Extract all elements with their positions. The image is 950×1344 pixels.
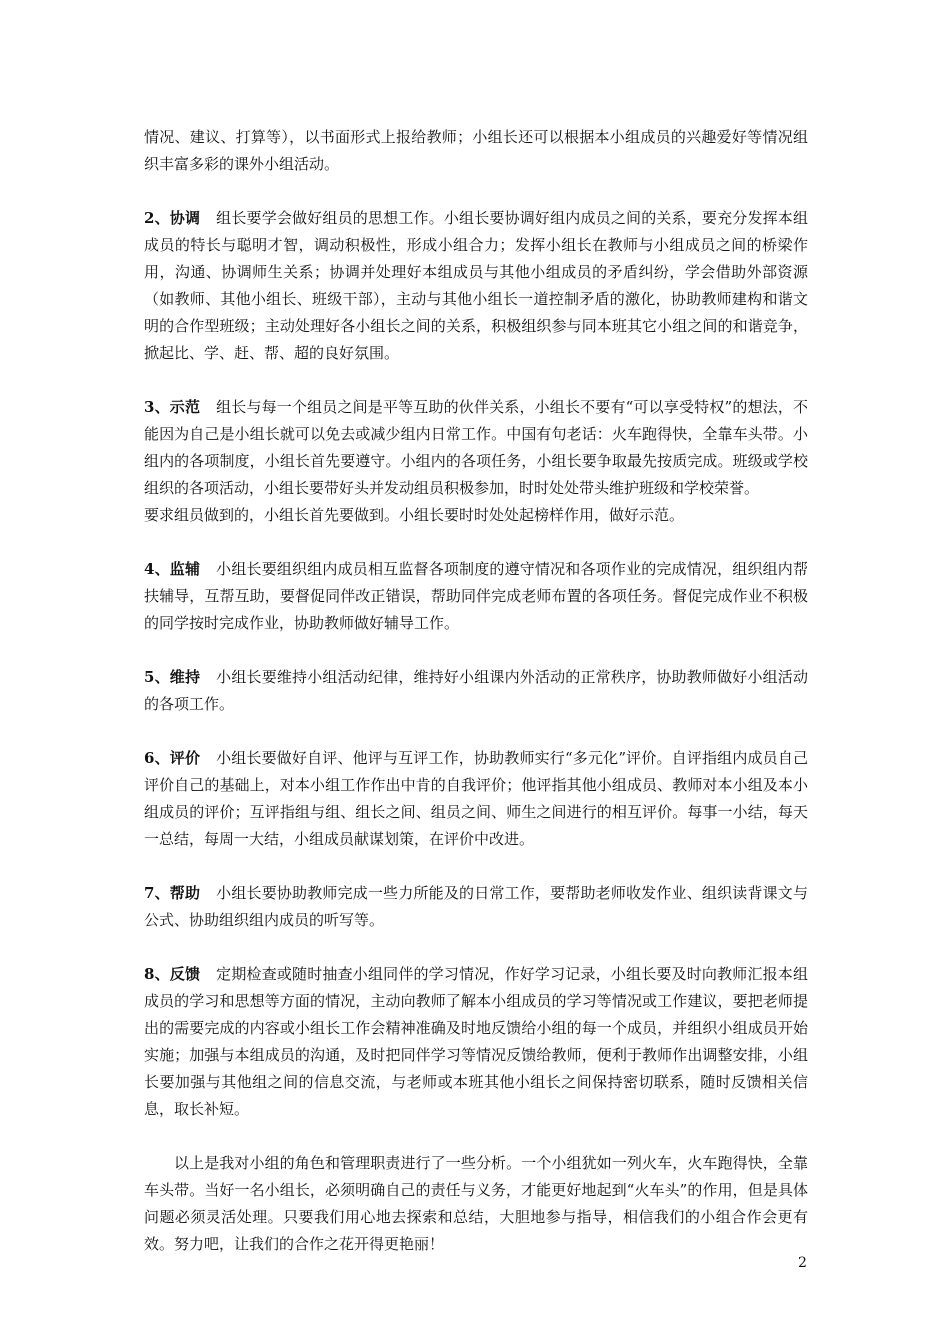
section-heading: 2、协调 bbox=[144, 209, 201, 227]
conclusion-paragraph: 以上是我对小组的角色和管理职责进行了一些分析。一个小组犹如一列火车，火车跑得快，全靠车头带。当好一名小组长，必须明确自己的责任与义务，才能更好地起到“火车头”的作用，但是具体问题必须灵活处理。只要我们用心地去探索和总结，大胆地参与指导，相信我们的小组合作会更有效。努力吧，让我们的合作之花开得更艳丽！ bbox=[144, 1154, 808, 1253]
section-text: 小组长要协助教师完成一些力所能及的日常工作，要帮助老师收发作业、组织读背课文与公式、协助组织组内成员的听写等。 bbox=[144, 884, 808, 929]
section-heading: 7、帮助 bbox=[144, 884, 201, 902]
section-heading: 5、维持 bbox=[144, 668, 201, 686]
section-text: 小组长要维持小组活动纪律，维持好小组课内外活动的正常秩序，协助教师做好小组活动的各项工作。 bbox=[144, 668, 808, 713]
section-feedback bbox=[144, 961, 808, 1123]
section-text: 组长要学会做好组员的思想工作。小组长要协调好组内成员之间的关系，要充分发挥本组成员的特长与聪明才智，调动积极性，形成小组合力；发挥小组长在教师与小组成员之间的桥梁作用，沟通、协调师生关系；协调并处理好本组成员与其他小组成员的矛盾纠纷，学会借助外部资源（如教师、其他小组长、班级干部），主动与其他小组长一道控制矛盾的激化，协助教师建构和谐文明的合作型班级；主动处理好各小组长之间的关系，积极组织参与同本班其它小组之间的和谐竞争，掀起比、学、赶、帮、超的良好氛围。 bbox=[144, 209, 808, 362]
section-help bbox=[144, 880, 808, 934]
section-demonstrate bbox=[144, 394, 808, 502]
section-heading: 3、示范 bbox=[144, 398, 201, 416]
section-demonstrate-extra: 要求组员做到的，小组长首先要做到。小组长要时时处处起榜样作用，做好示范。 bbox=[144, 506, 685, 524]
page-number: 2 bbox=[798, 1255, 807, 1271]
section-evaluate bbox=[144, 745, 808, 853]
section-text: 组长与每一个组员之间是平等互助的伙伴关系，小组长不要有“可以享受特权”的想法，不能因为自己是小组长就可以免去或减少组内日常工作。中国有句老话：火车跑得快，全靠车头带。小组内的各项制度，小组长首先要遵守。小组内的各项任务，小组长要争取最先按质完成。班级或学校组织的各项活动，小组长要带好头并发动组员积极参加，时时处处带头维护班级和学校荣誉。 bbox=[144, 398, 808, 497]
document-body bbox=[144, 124, 808, 1285]
section-coordinate bbox=[144, 205, 808, 367]
section-text: 小组长要组织组内成员相互监督各项制度的遵守情况和各项作业的完成情况，组织组内帮扶辅导，互帮互助，要督促同伴改正错误，帮助同伴完成老师布置的各项任务。督促完成作业不积极的同学按时完成作业，协助教师做好辅导工作。 bbox=[144, 560, 808, 632]
intro-paragraph: 情况、建议、打算等），以书面形式上报给教师；小组长还可以根据本小组成员的兴趣爱好等情况组织丰富多彩的课外小组活动。 bbox=[144, 128, 808, 173]
section-heading: 4、监辅 bbox=[144, 560, 201, 578]
section-heading: 8、反馈 bbox=[144, 965, 201, 983]
section-text: 小组长要做好自评、他评与互评工作，协助教师实行“多元化”评价。自评指组内成员自己评价自己的基础上，对本小组工作作出中肯的自我评价；他评指其他小组成员、教师对本小组及本小组成员的评价；互评指组与组、组长之间、组员之间、师生之间进行的相互评价。每事一小结，每天一总结，每周一大结，小组成员献谋划策，在评价中改进。 bbox=[144, 749, 808, 848]
section-text: 定期检查或随时抽查小组同伴的学习情况，作好学习记录，小组长要及时向教师汇报本组成员的学习和思想等方面的情况，主动向教师了解本小组成员的学习等情况或工作建议，要把老师提出的需要完成的内容或小组长工作会精神准确及时地反馈给小组的每一个成员，并组织小组成员开始实施；加强与本组成员的沟通，及时把同伴学习等情况反馈给教师，便利于教师作出调整安排，小组长要加强与其他组之间的信息交流，与老师或本班其他小组长之间保持密切联系，随时反馈相关信息，取长补短。 bbox=[144, 965, 808, 1118]
section-maintain bbox=[144, 664, 808, 718]
section-supervise bbox=[144, 556, 808, 637]
section-heading: 6、评价 bbox=[144, 749, 201, 767]
